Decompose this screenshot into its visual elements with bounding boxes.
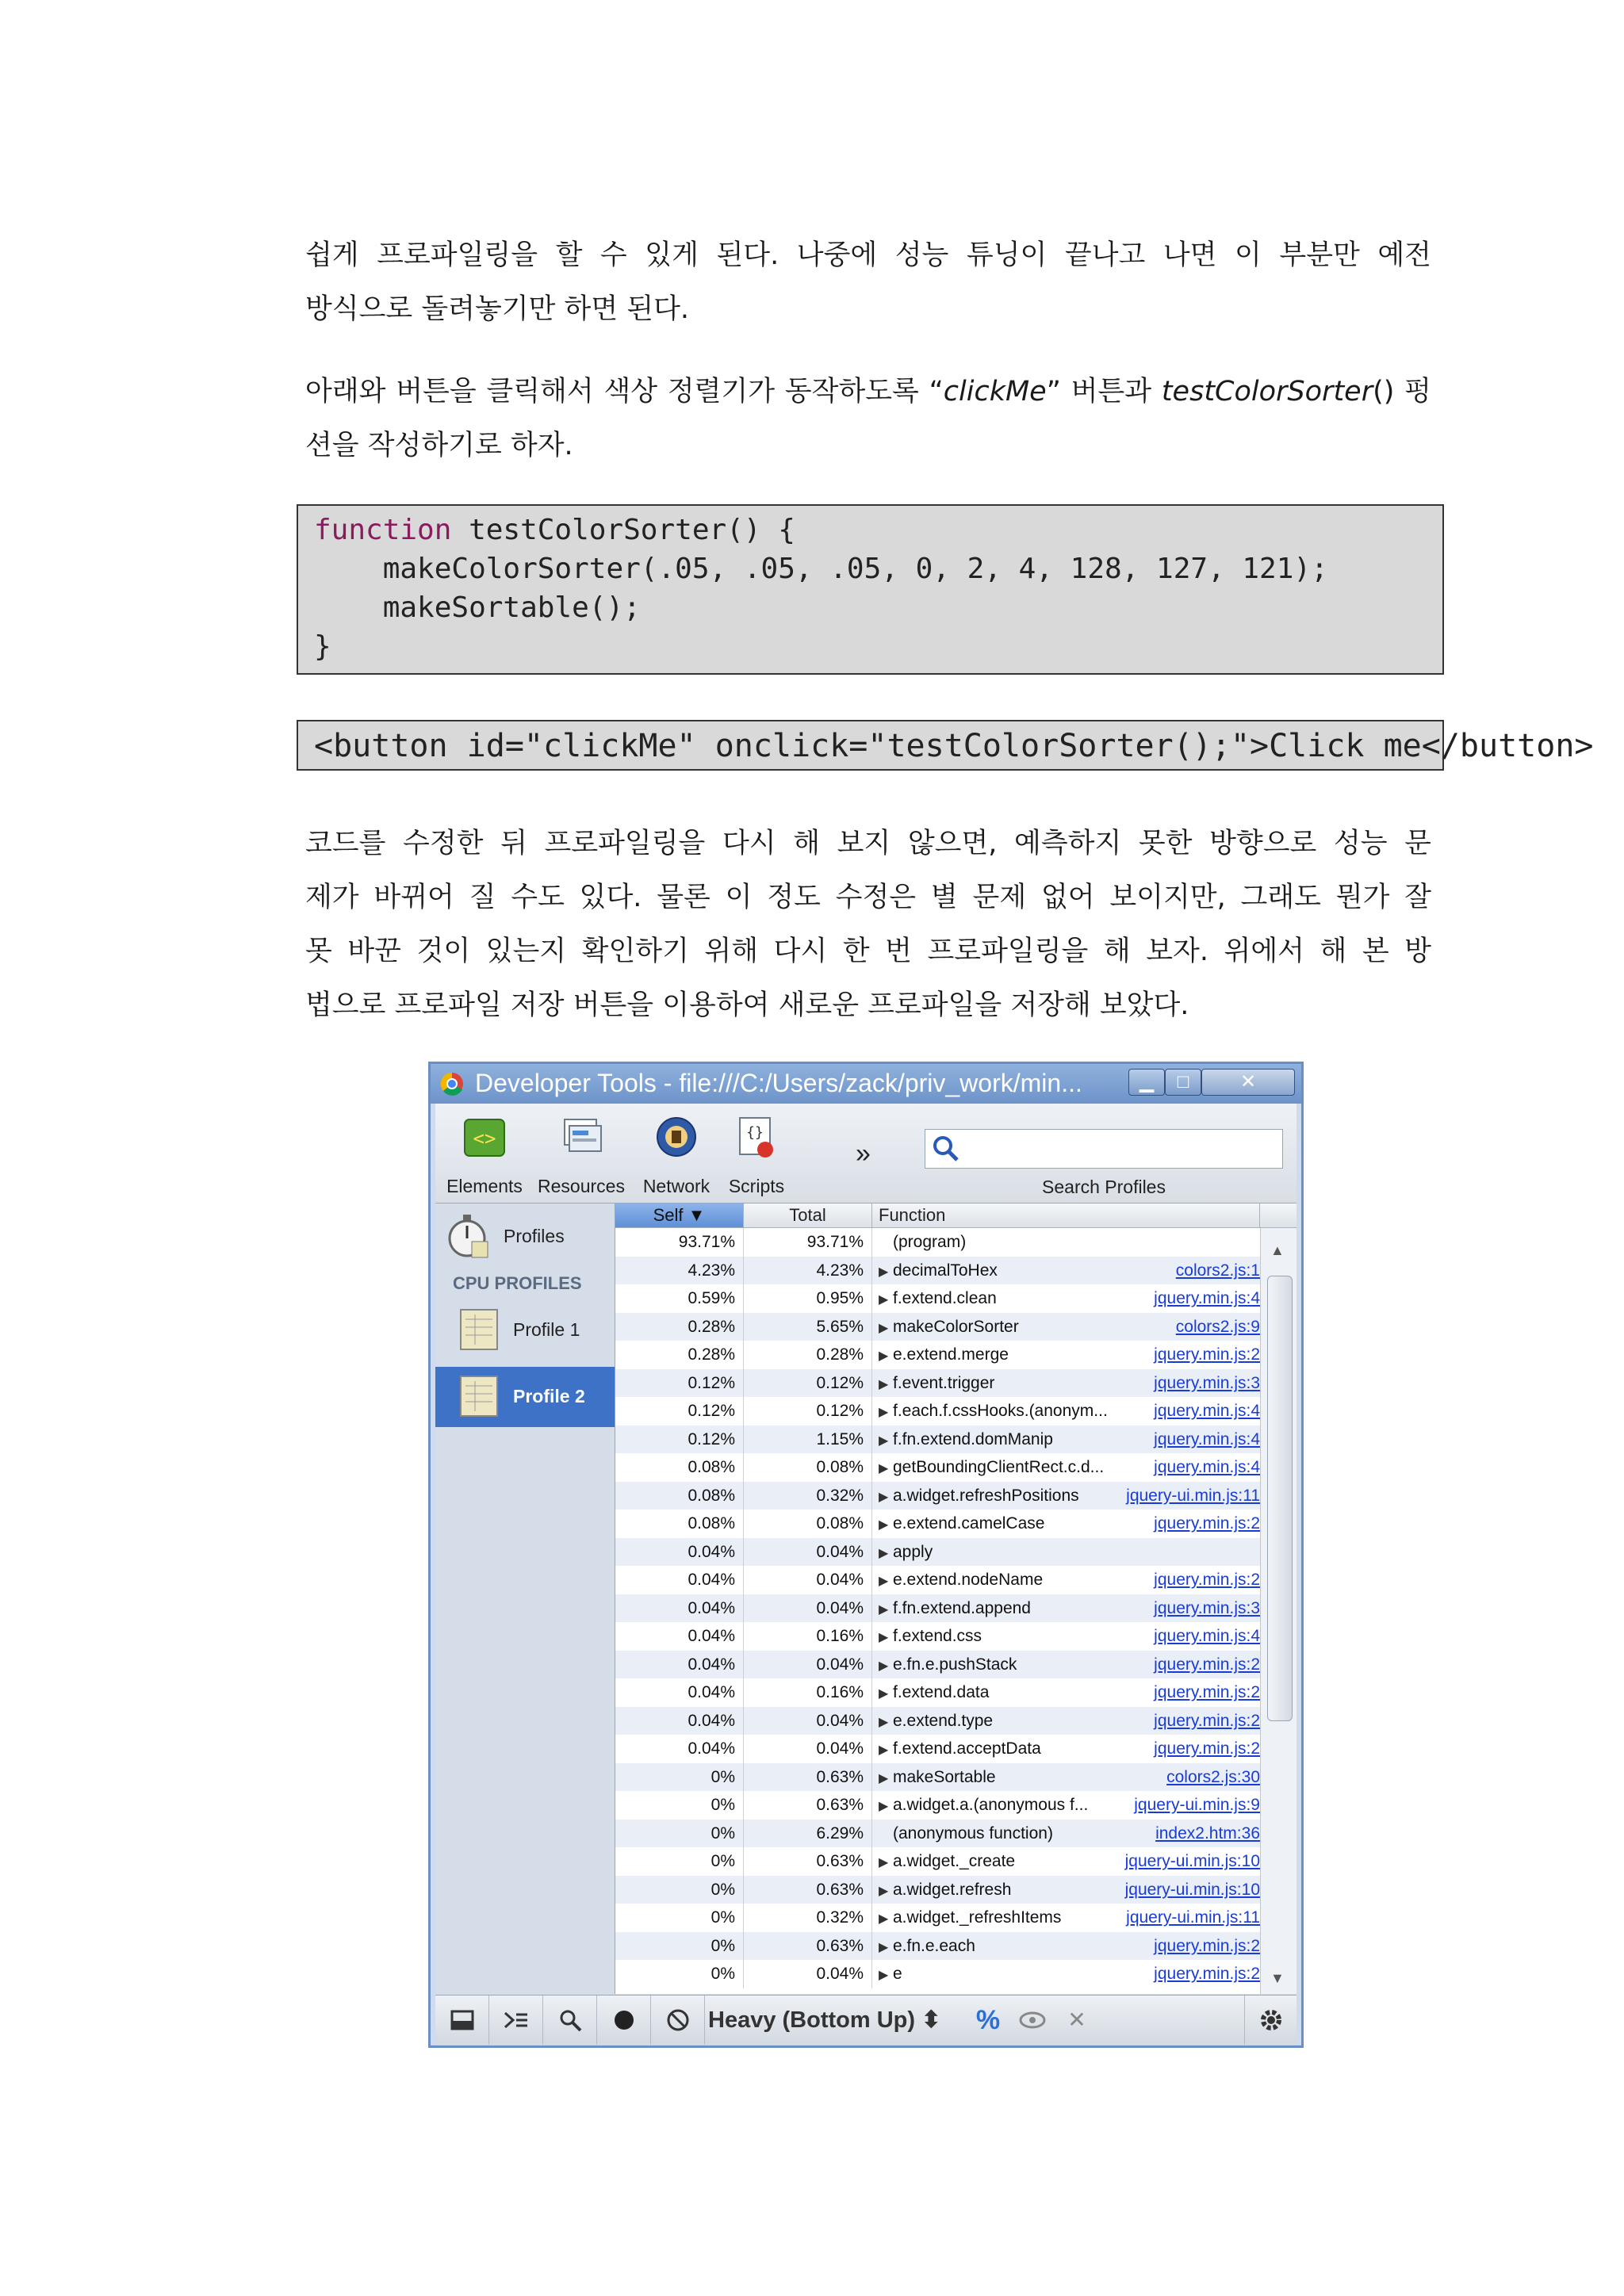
cell-function <box>872 1820 1134 1848</box>
source-link[interactable]: jquery-ui.min.js:11 <box>1126 1908 1260 1927</box>
cell-total: 93.71% <box>744 1228 872 1257</box>
cell-self: 0% <box>615 1820 744 1848</box>
cell-total: 0.32% <box>744 1904 872 1932</box>
function-name: e.extend.nodeName <box>893 1571 1044 1589</box>
table-row[interactable] <box>615 1425 1260 1454</box>
profiles-sidebar <box>435 1203 615 1994</box>
exclude-icon[interactable]: ✕ <box>1067 2007 1086 2032</box>
tool-label: Scripts <box>728 1176 785 1196</box>
expand-triangle-icon[interactable]: ▶ <box>879 1715 889 1729</box>
more-tools-button[interactable]: » <box>856 1138 871 1169</box>
stopwatch-icon <box>446 1211 492 1261</box>
cell-function <box>872 1707 1134 1735</box>
source-link[interactable]: jquery-ui.min.js:11 <box>1126 1486 1260 1505</box>
code-text: testColorSorter() { <box>451 514 795 546</box>
source-link[interactable]: jquery.min.js:4 <box>1154 1402 1260 1420</box>
cell-self: 0.04% <box>615 1735 744 1763</box>
cell-self: 0.28% <box>615 1341 744 1369</box>
cell-function <box>872 1313 1134 1341</box>
cell-self: 0% <box>615 1960 744 1988</box>
source-link[interactable]: jquery.min.js:2 <box>1154 1739 1260 1758</box>
tool-network[interactable] <box>638 1107 714 1200</box>
resources-icon <box>557 1113 606 1162</box>
function-name: apply <box>893 1542 933 1561</box>
cell-function <box>872 1791 1134 1820</box>
tool-label: Elements <box>446 1176 523 1196</box>
source-link[interactable] <box>1123 1228 1260 1257</box>
table-row[interactable] <box>615 1820 1260 1848</box>
paragraph-3-line-4: 법으로 프로파일 저장 버튼을 이용하여 새로운 프로파일을 저장해 보았다. <box>305 989 1189 1021</box>
code-line-2: makeColorSorter(.05, .05, .05, 0, 2, 4, 128, 127, 121); <box>314 553 1328 585</box>
cell-total: 0.04% <box>744 1960 872 1988</box>
function-name: a.widget.refresh <box>893 1880 1012 1899</box>
table-row[interactable] <box>615 1397 1260 1425</box>
table-row[interactable] <box>615 1482 1260 1510</box>
table-row[interactable] <box>615 1510 1260 1538</box>
title-bar[interactable] <box>431 1064 1301 1104</box>
profile-icon <box>459 1375 500 1419</box>
emphasis-clickme: clickMe <box>943 376 1047 408</box>
cell-total: 0.63% <box>744 1876 872 1904</box>
function-name: (program) <box>893 1233 967 1251</box>
cell-function <box>872 1932 1134 1961</box>
source-link[interactable]: jquery.min.js:4 <box>1154 1429 1260 1448</box>
cell-total: 0.28% <box>744 1341 872 1369</box>
cell-self: 0.28% <box>615 1313 744 1341</box>
expand-triangle-icon[interactable]: ▶ <box>879 1406 889 1419</box>
tool-elements[interactable] <box>445 1107 524 1200</box>
cell-total: 0.63% <box>744 1932 872 1961</box>
paragraph-2-line-1 <box>305 365 1431 419</box>
function-name: e.extend.camelCase <box>893 1514 1045 1533</box>
function-name: a.widget.a.(anonymous f... <box>893 1796 1089 1814</box>
source-link[interactable]: colors2.js:9 <box>1175 1317 1260 1336</box>
cell-function <box>872 1510 1134 1538</box>
cell-function <box>872 1284 1134 1313</box>
cell-self: 0.08% <box>615 1453 744 1482</box>
column-function[interactable]: Function <box>872 1203 1260 1227</box>
cell-total: 1.15% <box>744 1425 872 1454</box>
table-row[interactable] <box>615 1284 1260 1313</box>
expand-triangle-icon[interactable]: ▶ <box>879 1490 889 1504</box>
sidebar-label: Profiles <box>504 1226 565 1246</box>
cell-total: 6.29% <box>744 1820 872 1848</box>
source-link[interactable]: jquery.min.js:4 <box>1154 1627 1260 1645</box>
chrome-logo-icon <box>440 1072 464 1096</box>
function-name: e.fn.e.each <box>893 1936 975 1955</box>
cell-self: 0.12% <box>615 1425 744 1454</box>
cell-self: 0.12% <box>615 1397 744 1425</box>
tool-scripts[interactable] <box>721 1107 792 1200</box>
expand-triangle-icon[interactable]: ▶ <box>879 1575 889 1588</box>
paragraph-3-line-2: 제가 바뀌어 질 수도 있다. 물론 이 정도 수정은 별 문제 없어 보이지만, 그래도 뭔가 잘 <box>305 882 1431 913</box>
column-total[interactable]: Total <box>744 1203 872 1227</box>
expand-triangle-icon[interactable]: ▶ <box>879 1377 889 1391</box>
source-link[interactable] <box>1123 1538 1260 1567</box>
function-name: a.widget._create <box>893 1852 1016 1870</box>
cell-self: 0.04% <box>615 1594 744 1623</box>
table-row[interactable] <box>615 1707 1260 1735</box>
function-name: f.fn.extend.domManip <box>893 1429 1053 1448</box>
cell-self: 0.04% <box>615 1651 744 1679</box>
paragraph-3-line-3: 못 바꾼 것이 있는지 확인하기 위해 다시 한 번 프로파일링을 해 보자. 위에서 해 본 방 <box>305 936 1431 967</box>
paragraph-1 <box>305 228 1431 336</box>
function-name: e.extend.type <box>893 1711 994 1730</box>
sidebar-item-profile-2[interactable] <box>435 1367 615 1427</box>
search-profiles-input[interactable] <box>925 1129 1283 1169</box>
function-name: decimalToHex <box>893 1261 998 1280</box>
cell-self: 0.04% <box>615 1622 744 1651</box>
cell-function <box>872 1566 1134 1594</box>
cpu-profiles-heading: CPU PROFILES <box>453 1273 582 1293</box>
code-line-3: makeSortable(); <box>314 591 641 624</box>
cell-self: 0.04% <box>615 1707 744 1735</box>
expand-triangle-icon[interactable]: ▶ <box>879 1518 889 1532</box>
cell-function <box>872 1397 1134 1425</box>
cell-total: 0.08% <box>744 1510 872 1538</box>
code-block-button: <button id="clickMe" onclick="testColorSorter();">Click me</button> <box>297 720 1444 771</box>
expand-triangle-icon[interactable]: ▶ <box>879 1912 889 1926</box>
cell-total: 0.04% <box>744 1651 872 1679</box>
cell-total: 0.04% <box>744 1566 872 1594</box>
emphasis-testcolorsorter: testColorSorter <box>1161 376 1373 408</box>
console-icon[interactable] <box>489 1996 543 2045</box>
function-name: f.fn.extend.append <box>893 1598 1031 1617</box>
table-row[interactable] <box>615 1847 1260 1876</box>
function-name: (anonymous function) <box>893 1823 1053 1843</box>
devtools-window <box>428 1062 1304 2048</box>
cell-self: 0% <box>615 1791 744 1820</box>
cell-self: 0% <box>615 1876 744 1904</box>
code-line-4: } <box>314 630 331 663</box>
function-name: f.extend.css <box>893 1627 982 1645</box>
cell-function <box>872 1622 1134 1651</box>
cell-total: 0.16% <box>744 1678 872 1707</box>
window-title: Developer Tools - file:///C:/Users/zack/priv_work/min... <box>475 1069 1082 1097</box>
expand-triangle-icon[interactable]: ▶ <box>879 1800 889 1813</box>
text-run: ” 버튼과 <box>1046 376 1162 408</box>
cell-self: 0% <box>615 1932 744 1961</box>
source-link[interactable]: jquery.min.js:2 <box>1154 1683 1260 1701</box>
cell-function <box>872 1651 1134 1679</box>
source-link[interactable]: index2.htm:36 <box>1155 1823 1260 1843</box>
elements-icon <box>460 1113 509 1162</box>
table-row[interactable] <box>615 1960 1260 1988</box>
scroll-up-icon[interactable]: ▲ <box>1270 1242 1285 1258</box>
function-name: f.each.f.cssHooks.(anonym... <box>893 1402 1108 1420</box>
expand-triangle-icon[interactable]: ▶ <box>879 1940 889 1954</box>
function-name: a.widget.refreshPositions <box>893 1486 1079 1505</box>
function-name: f.extend.data <box>893 1683 990 1701</box>
table-row[interactable] <box>615 1763 1260 1792</box>
table-row[interactable] <box>615 1876 1260 1904</box>
expand-triangle-icon[interactable]: ▶ <box>879 1546 889 1560</box>
clear-icon[interactable] <box>651 1996 705 2045</box>
function-name: getBoundingClientRect.c.d... <box>893 1458 1105 1476</box>
scrollbar-thumb[interactable] <box>1267 1276 1293 1721</box>
cell-total: 0.04% <box>744 1538 872 1567</box>
record-icon[interactable] <box>597 1996 651 2045</box>
cell-total: 0.12% <box>744 1397 872 1425</box>
minimize-button[interactable]: ▁ <box>1128 1069 1165 1096</box>
source-link[interactable]: jquery.min.js:2 <box>1154 1345 1260 1364</box>
source-link[interactable]: jquery.min.js:2 <box>1154 1965 1260 1983</box>
table-row[interactable] <box>615 1932 1260 1961</box>
cell-function <box>872 1538 1134 1567</box>
cell-total: 0.32% <box>744 1482 872 1510</box>
cell-total: 0.04% <box>744 1735 872 1763</box>
cell-total: 0.63% <box>744 1791 872 1820</box>
cell-self: 0.04% <box>615 1678 744 1707</box>
expand-triangle-icon[interactable]: ▶ <box>879 1631 889 1644</box>
table-row[interactable] <box>615 1369 1260 1398</box>
cell-function <box>872 1369 1134 1398</box>
search-icon[interactable] <box>543 1996 597 2045</box>
function-name: f.extend.acceptData <box>893 1739 1041 1758</box>
scroll-down-icon[interactable]: ▼ <box>1270 1970 1285 1986</box>
cell-self: 0% <box>615 1847 744 1876</box>
expand-triangle-icon[interactable]: ▶ <box>879 1743 889 1757</box>
source-link[interactable]: colors2.js:1 <box>1175 1261 1260 1280</box>
cell-self: 0.12% <box>615 1369 744 1398</box>
cell-self: 0% <box>615 1763 744 1792</box>
profile-grid <box>615 1203 1297 1994</box>
cell-total: 0.16% <box>744 1622 872 1651</box>
sidebar-label: Profile 2 <box>513 1386 585 1406</box>
cell-function <box>872 1425 1134 1454</box>
svg-text:<>: <> <box>473 1127 496 1150</box>
cell-function <box>872 1876 1134 1904</box>
gear-icon[interactable] <box>1244 1996 1297 2045</box>
source-link[interactable]: colors2.js:30 <box>1166 1767 1260 1786</box>
cell-self: 0.04% <box>615 1566 744 1594</box>
cell-self: 4.23% <box>615 1257 744 1285</box>
table-row[interactable] <box>615 1678 1260 1707</box>
cell-total: 0.04% <box>744 1707 872 1735</box>
source-link[interactable]: jquery.min.js:3 <box>1154 1373 1260 1392</box>
paragraph-3-line-1: 코드를 수정한 뒤 프로파일링을 다시 해 보지 않으면, 예측하지 못한 방향으로 성능 문 <box>305 828 1431 859</box>
cell-self: 93.71% <box>615 1228 744 1257</box>
source-link[interactable]: jquery.min.js:2 <box>1154 1711 1260 1730</box>
column-self[interactable]: Self ▼ <box>615 1203 744 1227</box>
cell-function <box>872 1960 1134 1988</box>
expand-triangle-icon[interactable]: ▶ <box>879 1321 889 1335</box>
grid-header <box>615 1203 1297 1228</box>
paragraph-3 <box>305 817 1431 1032</box>
source-link[interactable]: jquery.min.js:4 <box>1154 1458 1260 1476</box>
network-icon <box>652 1113 701 1162</box>
cell-function <box>872 1594 1134 1623</box>
function-name: e.fn.e.pushStack <box>893 1655 1017 1674</box>
code-block-function <box>297 504 1444 675</box>
function-name: a.widget._refreshItems <box>893 1908 1062 1927</box>
expand-triangle-icon[interactable]: ▶ <box>879 1659 889 1673</box>
search-icon <box>930 1133 962 1165</box>
tool-label: Network <box>642 1176 710 1196</box>
table-row[interactable] <box>615 1594 1260 1623</box>
function-name: f.extend.clean <box>893 1289 997 1307</box>
code-keyword: function <box>314 514 452 546</box>
expand-triangle-icon[interactable]: ▶ <box>879 1771 889 1785</box>
expand-triangle-icon[interactable]: ▶ <box>879 1433 889 1448</box>
cell-self: 0.04% <box>615 1538 744 1567</box>
function-name: makeSortable <box>893 1767 996 1786</box>
table-row[interactable] <box>615 1791 1260 1820</box>
cell-total: 0.12% <box>744 1369 872 1398</box>
expand-triangle-icon[interactable]: ▶ <box>879 1602 889 1617</box>
text-run: () 펑 <box>1373 376 1431 408</box>
source-link[interactable]: jquery-ui.min.js:10 <box>1124 1880 1260 1899</box>
cell-self: 0.59% <box>615 1284 744 1313</box>
cell-total: 0.08% <box>744 1453 872 1482</box>
cell-function <box>872 1453 1134 1482</box>
cell-total: 4.23% <box>744 1257 872 1285</box>
tool-label: Resources <box>538 1176 625 1196</box>
profile-icon <box>459 1308 500 1353</box>
table-row[interactable] <box>615 1453 1260 1482</box>
source-link[interactable]: jquery.min.js:2 <box>1154 1655 1260 1674</box>
status-bar <box>435 1995 1297 2045</box>
paragraph-1-line-1: 쉽게 프로파일링을 할 수 있게 된다. 나중에 성능 튜닝이 끝나고 나면 이 부분만 예전 <box>305 239 1431 271</box>
table-row[interactable] <box>615 1735 1260 1763</box>
cell-total: 0.63% <box>744 1847 872 1876</box>
cell-function <box>872 1482 1134 1510</box>
expand-triangle-icon[interactable]: ▶ <box>879 1884 889 1898</box>
expand-triangle-icon[interactable]: ▶ <box>879 1349 889 1363</box>
function-name: f.event.trigger <box>893 1373 995 1392</box>
cell-total: 0.04% <box>744 1594 872 1623</box>
expand-triangle-icon[interactable]: ▶ <box>879 1265 889 1279</box>
table-row[interactable] <box>615 1651 1260 1679</box>
source-link[interactable]: jquery.min.js:2 <box>1154 1514 1260 1533</box>
cell-total: 0.95% <box>744 1284 872 1313</box>
expand-triangle-icon[interactable]: ▶ <box>879 1687 889 1701</box>
grid-rows <box>615 1228 1260 1988</box>
dock-icon[interactable] <box>435 1996 489 2045</box>
expand-triangle-icon[interactable]: ▶ <box>879 1856 889 1869</box>
expand-triangle-icon[interactable]: ▶ <box>879 1293 889 1307</box>
source-link[interactable]: jquery-ui.min.js:10 <box>1124 1852 1260 1870</box>
cell-self: 0.08% <box>615 1482 744 1510</box>
cell-function <box>872 1763 1134 1792</box>
code-line-1 <box>314 511 1442 549</box>
function-name: e.extend.merge <box>893 1345 1009 1364</box>
paragraph-1-line-2: 방식으로 돌려놓기만 하면 된다. <box>305 293 690 325</box>
table-row[interactable] <box>615 1313 1260 1341</box>
cell-function <box>872 1257 1134 1285</box>
toolbar <box>435 1104 1297 1203</box>
function-name: e <box>893 1965 902 1983</box>
source-link[interactable]: jquery.min.js:4 <box>1154 1289 1260 1307</box>
vertical-scrollbar[interactable] <box>1260 1228 1297 1994</box>
cell-function <box>872 1678 1134 1707</box>
table-row[interactable] <box>615 1257 1260 1285</box>
paragraph-2 <box>305 365 1431 473</box>
cell-function <box>872 1228 1134 1257</box>
source-link[interactable]: jquery.min.js:3 <box>1154 1598 1260 1617</box>
search-profiles-label: Search Profiles <box>1042 1177 1166 1197</box>
expand-triangle-icon[interactable]: ▶ <box>879 1462 889 1475</box>
source-link[interactable]: jquery.min.js:2 <box>1154 1571 1260 1589</box>
table-row[interactable] <box>615 1341 1260 1369</box>
expand-triangle-icon[interactable]: ▶ <box>879 1969 889 1982</box>
scripts-icon <box>732 1113 781 1162</box>
view-mode-select[interactable]: Heavy (Bottom Up) ⬍ <box>708 2007 941 2033</box>
focus-eye-icon[interactable] <box>1011 1996 1054 2045</box>
cell-total: 0.63% <box>744 1763 872 1792</box>
table-row[interactable] <box>615 1904 1260 1932</box>
cell-function <box>872 1847 1134 1876</box>
cell-function <box>872 1904 1134 1932</box>
sidebar-item-profile-1[interactable] <box>435 1302 615 1359</box>
table-row[interactable] <box>615 1538 1260 1567</box>
percent-toggle[interactable]: % <box>975 2005 1001 2035</box>
table-row[interactable] <box>615 1566 1260 1594</box>
source-link[interactable]: jquery-ui.min.js:9 <box>1134 1796 1260 1814</box>
sidebar-label: Profile 1 <box>513 1319 580 1340</box>
maximize-button[interactable]: □ <box>1165 1069 1201 1096</box>
cell-function <box>872 1341 1134 1369</box>
paragraph-2-line-2: 션을 작성하기로 하자. <box>305 430 573 461</box>
svg-text:{}: {} <box>746 1124 764 1141</box>
table-row[interactable] <box>615 1228 1260 1257</box>
table-row[interactable] <box>615 1622 1260 1651</box>
close-window-button[interactable]: ✕ <box>1201 1069 1295 1096</box>
function-name: makeColorSorter <box>893 1317 1019 1336</box>
cell-self: 0.08% <box>615 1510 744 1538</box>
cell-self: 0% <box>615 1904 744 1932</box>
cell-function <box>872 1735 1134 1763</box>
cell-total: 5.65% <box>744 1313 872 1341</box>
tool-resources[interactable] <box>532 1107 630 1200</box>
sidebar-item-profiles[interactable] <box>435 1207 615 1267</box>
text-run: 아래와 버튼을 클릭해서 색상 정렬기가 동작하도록 “ <box>305 376 944 408</box>
source-link[interactable]: jquery.min.js:2 <box>1154 1936 1260 1955</box>
